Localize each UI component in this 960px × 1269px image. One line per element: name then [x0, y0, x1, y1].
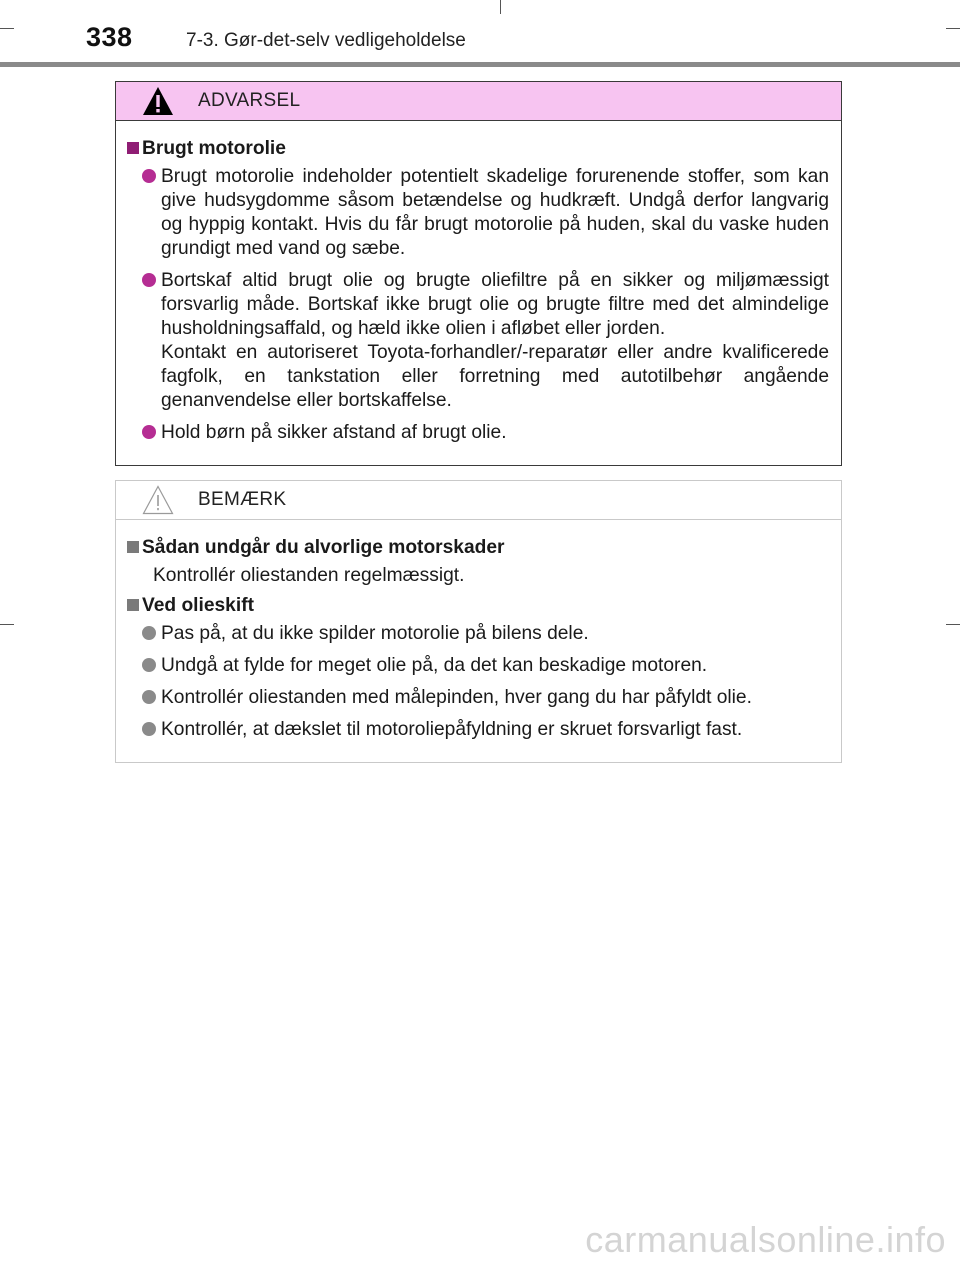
list-item	[142, 421, 829, 445]
notice-box-header	[116, 481, 841, 520]
list-item-paragraph: Kontakt en autoriseret Toyota-forhandler/-reparatør eller andre kvalificerede fagfolk, en tankstation eller forretning med autotilbehør angående genanvendelse eller bortskaffelse.	[161, 342, 829, 411]
crop-mark-top-left	[0, 28, 14, 29]
warning-box	[115, 81, 842, 466]
circle-bullet-icon	[142, 658, 156, 672]
list-item-text: Pas på, at du ikke spilder motorolie på bilens dele.	[161, 623, 589, 644]
section-title: 7-3. Gør-det-selv vedligeholdelse	[186, 30, 466, 51]
list-item-text: Kontrollér oliestanden med målepinden, hver gang du har påfyldt olie.	[161, 687, 752, 708]
notice-heading-text: Ved olieskift	[142, 595, 254, 616]
watermark: carmanualsonline.info	[585, 1219, 946, 1260]
list-item-text: Brugt motorolie indeholder potentielt skadelige forurenende stoffer, som kan give hudsygdomme såsom betændelse og hudkræft. Undgå derfor langvarig og hyppig kontakt. Hvis du får brugt motorolie på huden, skal du vaske huden grundigt med vand og sæbe.	[161, 166, 829, 259]
notice-body	[116, 520, 841, 742]
caution-triangle-icon	[142, 485, 174, 515]
circle-bullet-icon	[142, 425, 156, 439]
list-item-text	[161, 269, 829, 413]
crop-mark-top-center	[500, 0, 501, 14]
page-number: 338	[86, 22, 133, 52]
notice-box	[115, 480, 842, 763]
circle-bullet-icon	[142, 626, 156, 640]
list-item	[142, 686, 829, 710]
circle-bullet-icon	[142, 690, 156, 704]
crop-mark-middle-right	[946, 624, 960, 625]
warning-heading-text: Brugt motorolie	[142, 138, 286, 159]
notice-text: Kontrollér oliestanden regelmæssigt.	[153, 565, 465, 586]
square-bullet-icon	[127, 142, 139, 154]
square-bullet-icon	[127, 541, 139, 553]
notice-subheading	[127, 594, 829, 618]
list-item-text: Undgå at fylde for meget olie på, da det kan beskadige motoren.	[161, 655, 708, 676]
warning-triangle-icon	[142, 86, 174, 116]
list-item-text: Hold børn på sikker afstand af brugt olie.	[161, 422, 507, 443]
notice-subheading	[127, 536, 829, 560]
list-item	[142, 165, 829, 261]
list-item-paragraph: Bortskaf altid brugt olie og brugte oliefiltre på en sikker og miljømæssigt forsvarlig måde. Bortskaf ikke brugt olie og brugte filtre med det almindelige husholdningsaffald, og hæld ikke olien i afløbet eller jorden.	[161, 270, 829, 339]
notice-title: BEMÆRK	[198, 489, 287, 510]
list-item-text: Kontrollér, at dækslet til motoroliepåfyldning er skruet forsvarligt fast.	[161, 719, 743, 740]
circle-bullet-icon	[142, 169, 156, 183]
warning-title: ADVARSEL	[198, 90, 301, 111]
list-item	[142, 269, 829, 413]
circle-bullet-icon	[142, 722, 156, 736]
square-bullet-icon	[127, 599, 139, 611]
warning-body	[116, 121, 841, 445]
list-item	[142, 718, 829, 742]
circle-bullet-icon	[142, 273, 156, 287]
list-item	[142, 654, 829, 678]
warning-subheading	[127, 137, 829, 161]
notice-heading-text: Sådan undgår du alvorlige motorskader	[142, 537, 505, 558]
warning-box-header	[116, 82, 841, 121]
crop-mark-middle-left	[0, 624, 14, 625]
header-rule	[0, 62, 960, 67]
list-item	[142, 622, 829, 646]
crop-mark-top-right	[946, 28, 960, 29]
